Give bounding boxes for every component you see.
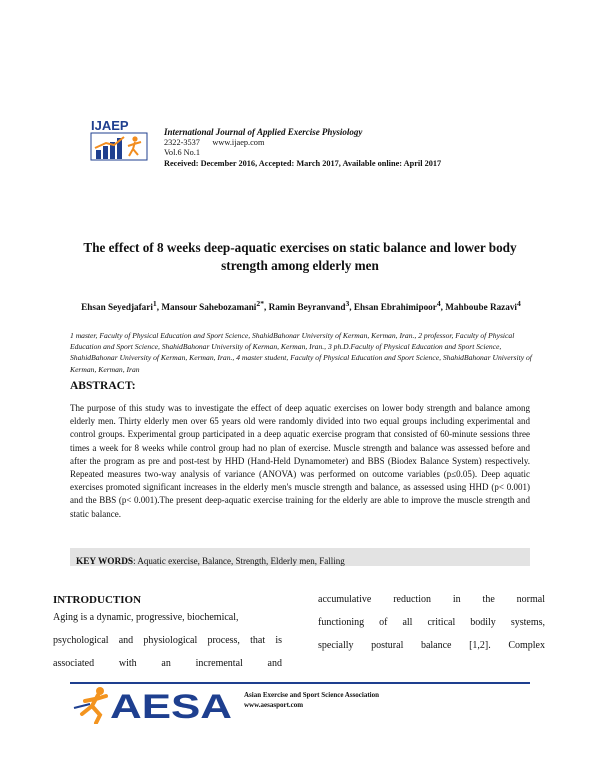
publication-dates: Received: December 2016, Accepted: March 2017, Available online: April 2017 <box>164 158 442 168</box>
issn: 2322-3537 <box>164 137 200 147</box>
author-affiliation-mark: 3 <box>345 299 350 308</box>
intro-line: Aging is a dynamic, progressive, biochemical, <box>53 612 239 623</box>
introduction-heading: INTRODUCTION <box>53 594 142 606</box>
author-affiliation-mark: 4 <box>436 299 441 308</box>
journal-logo <box>90 118 150 162</box>
author-affiliation-mark: 1 <box>152 299 157 308</box>
journal-website[interactable]: www.ijaep.com <box>212 137 265 147</box>
keywords-text: : Aquatic exercise, Balance, Strength, Elderly men, Falling <box>133 556 345 566</box>
author-affiliation-mark: 2* <box>256 299 265 308</box>
aesa-logo-text: AESA <box>110 688 232 724</box>
author-affiliation-mark: 4 <box>517 299 521 308</box>
affiliations: 1 master, Faculty of Physical Education and Sport Science, ShahidBahonar University of Kerman, Kerman, Iran., 2 professor, Faculty of Physical Education and Sport Science, ShahidBahonar University of Kerman, Kerman, Iran., 3 ph.D.Faculty of Physical Education and Sport Science, ShahidBahonar University of Kerman, Kerman, Iran., 4 master student, Faculty of Physical Education and Sport Science, ShahidBahonar University of Kerman, Kerman, Iran <box>70 331 532 374</box>
intro-line: associated with an incremental and <box>53 658 282 669</box>
intro-line: psychological and physiological process, that is <box>53 635 282 646</box>
introduction-right-column <box>318 588 545 657</box>
journal-info <box>164 127 441 169</box>
intro-line: accumulative reduction in the normal <box>318 594 545 605</box>
aesa-logo-graphic <box>70 684 240 724</box>
association-name: Asian Exercise and Sport Science Association <box>244 691 380 699</box>
logo-text: IJAEP <box>91 118 129 133</box>
introduction-left-column <box>53 606 282 675</box>
footer-text <box>244 690 379 710</box>
author-name: Mahboube Razavi <box>445 302 517 313</box>
intro-line: functioning of all critical bodily systems, <box>318 617 545 628</box>
author-name: Ehsan Ebrahimipoor <box>353 302 437 313</box>
volume: Vol.6 No.1 <box>164 148 201 158</box>
keywords-label: KEY WORDS <box>76 557 134 567</box>
author-name: Ramin Beyranvand <box>268 302 346 313</box>
aesa-logo <box>70 684 240 724</box>
paper-title: The effect of 8 weeks deep-aquatic exercises on static balance and lower body strength among elderly men <box>83 240 517 273</box>
ijaep-logo-graphic <box>90 118 150 162</box>
abstract-heading: ABSTRACT: <box>70 380 136 392</box>
journal-name: International Journal of Applied Exercise Physiology <box>164 127 363 137</box>
abstract-text: The purpose of this study was to investigate the effect of deep aquatic exercises on lower body strength and balance among elderly men. Thirty elderly men over 65 years old were randomly divided into two equal groups including experimental and control groups. Experimental group participated in a deep aquatic exercise program that consisted of 60-minute sessions three times a week for 8 weeks while control group had no plan of exercise. Muscle strength and balance was assessed before and after the program as pre and post-test by HHD (Hand-Held Dynamometer) and BBS (Biodex Balance System) respectively. Repeated measures two-way analysis of variance (ANOVA) was performed on outcome variables (p≤0.05). Deep aquatic exercises promoted significant increases in the elderly men's muscle strength and balance, as assessed using HHD (p< 0.001) and the BBS (p< 0.001).The present deep-aquatic exercise training for the elderly are able to improve the muscle strength and static balance. <box>70 403 530 519</box>
intro-line: specially postural balance [1,2]. Complex <box>318 640 545 651</box>
keywords-box <box>70 548 530 566</box>
author-list: Ehsan Seyedjafari$^1$, Mansour Sahebozamani$^{2*}$, Ramin Beyranvand$^3$, Ehsan Ebrahimipoor$^4$, Mahboube Razavi$^4$ <box>81 299 521 313</box>
association-website[interactable]: www.aesasport.com <box>244 701 304 709</box>
journal-issn <box>164 138 441 149</box>
author-name: Ehsan Seyedjafari <box>81 302 153 313</box>
author-name: Mansour Sahebozamani <box>161 302 257 313</box>
